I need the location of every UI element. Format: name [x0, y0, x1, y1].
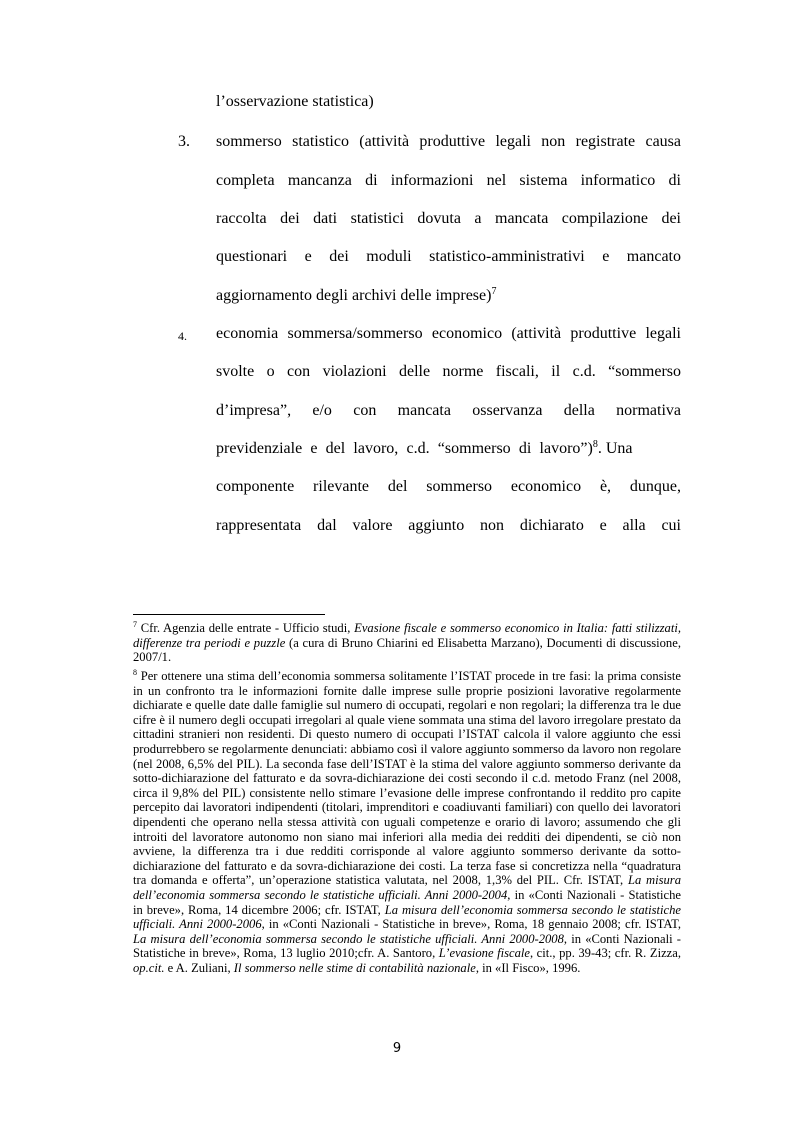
item3-line-2: completa mancanza di informazioni nel sistema informatico di	[216, 172, 681, 189]
footnote-7-pre: Cfr. Agenzia delle entrate - Ufficio studi,	[137, 621, 355, 635]
footnote-8-title-3: La misura dell’economia sommersa secondo le statistiche ufficiali. Anni 2000-2008	[133, 931, 564, 946]
footnote-8-seg-4: , cit., pp. 39-43; cfr. R. Zizza,	[529, 946, 681, 961]
footnote-ref-8: 8	[592, 439, 598, 450]
footnote-8-title-5: op.cit.	[133, 960, 165, 975]
item4-line-2: svolte o con violazioni delle norme fiscali, il c.d. “sommerso	[216, 363, 681, 380]
item4-line-5: componente rilevante del sommerso economico è, dunque,	[216, 478, 681, 495]
item3-line-5	[216, 286, 496, 306]
footnote-7	[133, 621, 681, 665]
item3-line-4: questionari e dei moduli statistico-amministrativi e mancato	[216, 248, 681, 265]
list-number-3: 3.	[178, 133, 190, 150]
item4-line-6: rappresentata dal valore aggiunto non dichiarato e alla cui	[216, 517, 681, 534]
footnote-8-title-6: Il sommerso nelle stime di contabilità nazionale	[233, 960, 476, 975]
footnote-7-post: (a cura di Bruno Chiarini ed Elisabetta Marzano), Documenti di discussione, 2007/1.	[133, 635, 681, 665]
item4-line-4-text: previdenziale e del lavoro, c.d. “sommerso di lavoro”)	[216, 440, 593, 457]
footnote-8-seg-2: , in «Conti Nazionali - Statistiche in breve», Roma, 18 gennaio 2008; cfr. ISTAT,	[261, 917, 682, 932]
footnote-8-title-2: La misura dell’economia sommersa secondo le statistiche ufficiali. Anni 2000-2006	[133, 902, 681, 932]
item3-line-5-text: aggiornamento degli archivi delle imprese)	[216, 287, 492, 304]
footnote-8-seg-6: , in «Il Fisco», 1996.	[475, 960, 581, 975]
footnote-separator	[133, 614, 325, 615]
footnote-8-seg-5: e A. Zuliani,	[164, 960, 234, 975]
footnote-8-text: Per ottenere una stima dell’economia sommersa solitamente l’ISTAT procede in tre fasi: la prima consiste in un confronto tra le informazioni fornite dalle imprese sulle proprie posizioni lavorative regolarmente dichiarate e quelle date dalle famiglie sul numero di occupati, regolari e non regolari; la differenza tra le due cifre è il numero degli occupati irregolari al quale viene sommata una stima del lavoro irregolare prestato da cittadini stranieri non residenti. Di questo numero di occupati l’ISTAT calcola il valore aggiunto che essi produrrebbero se regolarmente denunciati: abbiamo così il valore aggiunto sommerso da lavoro non regolare (nel 2008, 6,5% del PIL). La seconda fase dell’ISTAT è la stima del valore aggiunto sommerso derivante da sotto-dichiarazione del fatturato e da sovra-dichiarazione dei costi secondo il c.d. metodo Franz (nel 2008, circa il 9,8% del PIL) consistente nello stimare l’evasione delle imprese confrontando il reddito pro capite percepito dai lavoratori indipendenti (titolari, imprenditori e coadiuvanti familiari) con quello dei lavoratori dipendenti che operano nella stessa attività con uguali competenze e orario di lavoro; assumendo che gli introiti del lavoratore autonomo non siano mai inferiori alla media dei redditi dei dipendenti, se ciò non avviene, la differenza tra i due redditi corrisponde al valore aggiunto sommerso derivante da sotto-dichiarazione del fatturato e da sovra-dichiarazione dei costi. La terza fase si concretizza nella “quadratura tra domanda e offerta”, un’operazione statistica valutata, nel 2008, 1,3% del PIL. Cfr. ISTAT,	[133, 669, 681, 888]
footnote-8	[133, 669, 681, 975]
item4-line-1: economia sommersa/sommerso economico (attività produttive legali	[216, 325, 681, 342]
page-number: 9	[392, 1041, 402, 1056]
footnote-7-title: Evasione fiscale e sommerso economico in Italia: fatti stilizzati, differenze tra periodi e puzzle	[133, 621, 681, 650]
footnote-8-title-4: L’evasione fiscale	[438, 946, 530, 961]
item4-line-3: d’impresa”, e/o con mancata osservanza della normativa	[216, 402, 681, 419]
item4-line-4-tail: . Una	[597, 440, 633, 457]
footnote-8-seg-1: , in «Conti Nazionali - Statistiche in breve», Roma, 14 dicembre 2006; cfr. ISTAT,	[133, 887, 681, 917]
footnote-8-seg-3: , in «Conti Nazionali - Statistiche in breve», Roma, 13 luglio 2010;cfr. A. Santoro,	[133, 931, 681, 961]
footnote-ref-7: 7	[491, 286, 497, 297]
footnote-8-number: 8	[133, 668, 137, 677]
item3-line-3: raccolta dei dati statistici dovuta a mancata compilazione dei	[216, 210, 681, 227]
footnote-7-number: 7	[133, 620, 137, 629]
item3-line-1: sommerso statistico (attività produttive legali non registrate causa	[216, 133, 681, 150]
footnote-8-title-1: La misura dell’economia sommersa secondo le statistiche ufficiali. Anni 2000-2004	[133, 873, 681, 902]
list-number-4: 4.	[178, 329, 187, 343]
item4-line-4	[216, 439, 681, 459]
continuation-line: l’osservazione statistica)	[216, 93, 374, 110]
